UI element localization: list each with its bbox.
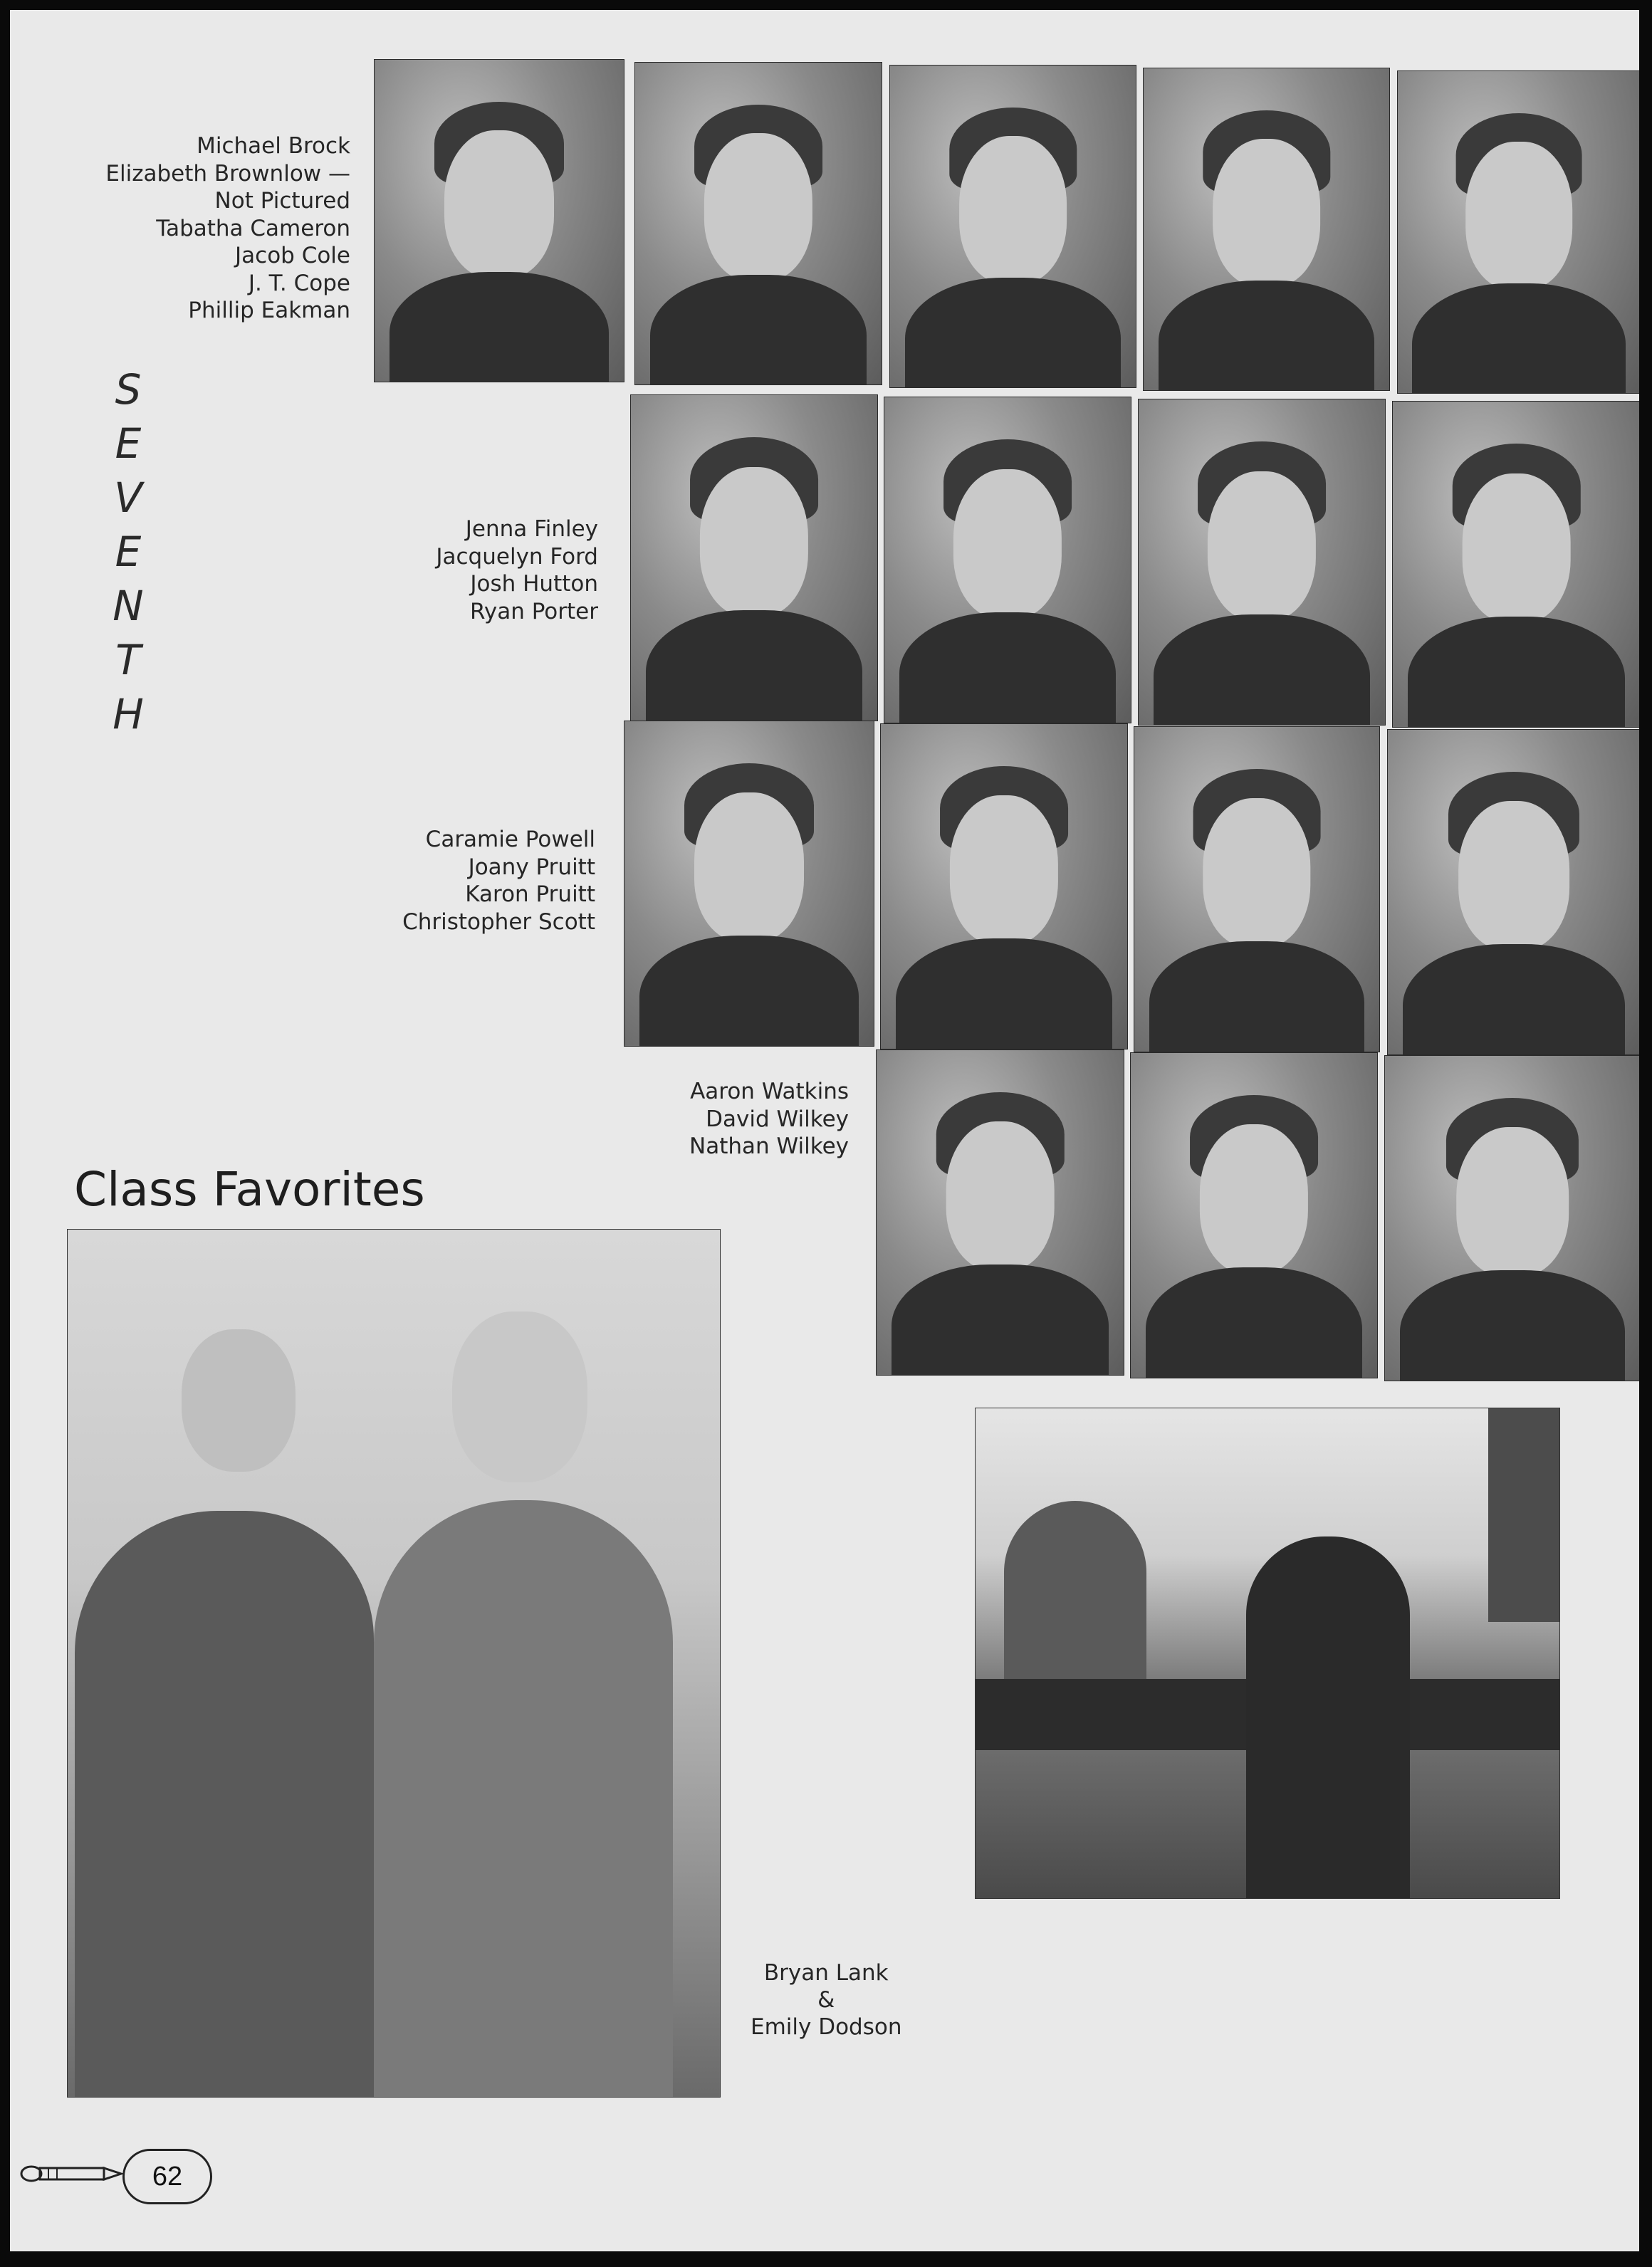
portrait-photo [1392, 401, 1639, 728]
page-number-badge [16, 2146, 222, 2206]
student-name: David Wilkey [706, 1106, 849, 1132]
portrait-photo [630, 394, 878, 721]
section-heading: Class Favorites [74, 1162, 425, 1217]
class-favorites-photo [67, 1229, 721, 2098]
portrait-photo [1134, 726, 1380, 1052]
student-name: Jacob Cole [235, 243, 350, 268]
name-list-row-4 [689, 1078, 849, 1161]
portrait-photo [880, 723, 1128, 1049]
student-name-note: Not Pictured [214, 188, 350, 214]
favorites-caption [751, 1959, 902, 2041]
portrait-photo [634, 62, 882, 385]
student-name: Jenna Finley [465, 516, 598, 542]
page-number: 62 [122, 2149, 212, 2204]
student-name: Jacquelyn Ford [436, 543, 598, 570]
portrait-photo [374, 59, 624, 382]
student-name: Ryan Porter [470, 598, 598, 624]
pencil-icon [20, 2163, 127, 2184]
portrait-photo [1397, 70, 1639, 394]
portrait-photo [876, 1049, 1124, 1376]
student-name: Elizabeth Brownlow — [105, 160, 350, 187]
name-list-row-1 [105, 132, 350, 325]
yearbook-page [10, 10, 1639, 2251]
student-name: Aaron Watkins [690, 1079, 849, 1104]
name-list-row-3 [402, 826, 595, 936]
portrait-photo [1143, 68, 1390, 391]
cafeteria-candid-photo [975, 1408, 1560, 1899]
student-name: Tabatha Cameron [156, 215, 350, 241]
portrait-photo [884, 397, 1131, 723]
name-list-row-2 [436, 515, 598, 625]
student-name: Michael Brock [197, 133, 350, 159]
portrait-photo [1138, 399, 1386, 726]
vertical-grade-title: S E V E N T H [113, 365, 144, 738]
portrait-photo [1387, 729, 1639, 1055]
student-name: Christopher Scott [402, 909, 595, 935]
student-name: Nathan Wilkey [689, 1134, 849, 1159]
portrait-photo [624, 721, 874, 1047]
student-name: Caramie Powell [425, 827, 595, 852]
caption-line: Bryan Lank [763, 1960, 889, 1986]
caption-line: & [817, 1987, 835, 2013]
student-name: Josh Hutton [470, 571, 598, 597]
caption-line: Emily Dodson [751, 2014, 902, 2040]
student-name: Phillip Eakman [188, 298, 350, 323]
student-name: Karon Pruitt [465, 881, 595, 907]
portrait-photo [889, 65, 1136, 388]
portrait-photo [1384, 1055, 1639, 1381]
student-name: Joany Pruitt [468, 854, 595, 880]
portrait-photo [1130, 1052, 1378, 1378]
student-name: J. T. Cope [248, 270, 350, 296]
